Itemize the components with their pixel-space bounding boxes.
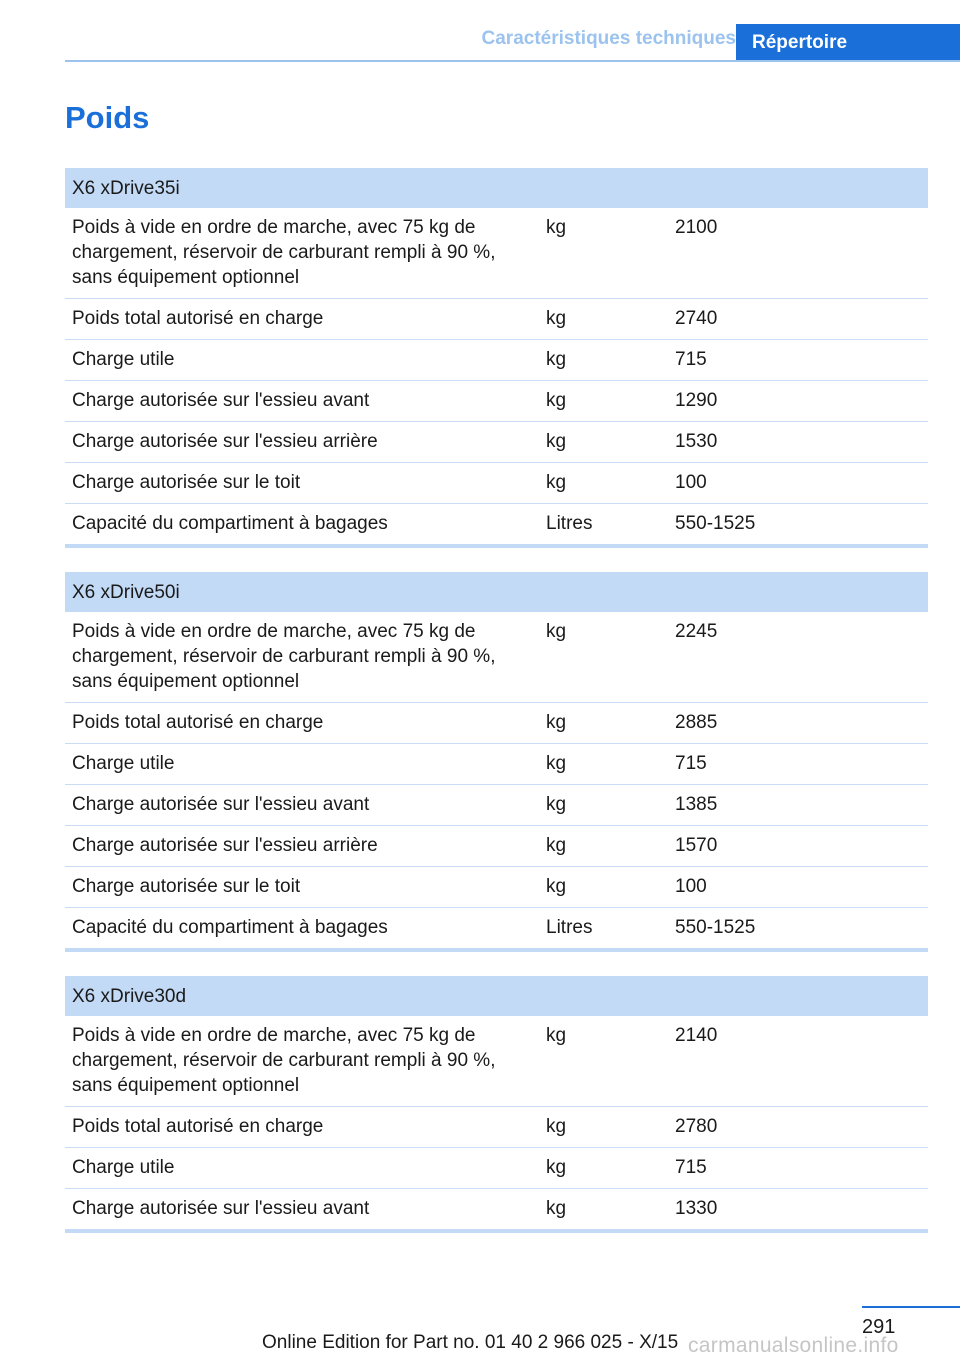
row-unit: kg [539,422,668,463]
row-value: 100 [668,867,928,908]
row-label: Charge autorisée sur le toit [65,867,539,908]
table-row [65,1107,928,1148]
row-label: Poids total autorisé en charge [65,1107,539,1148]
row-value: 2140 [668,1016,928,1107]
section-tab[interactable]: Caractéristiques techniques [481,28,736,49]
row-value: 715 [668,1148,928,1189]
table-heading: X6 xDrive35i [65,168,928,208]
row-value: 715 [668,340,928,381]
row-label: Charge autorisée sur l'essieu arrière [65,422,539,463]
row-unit: kg [539,867,668,908]
row-unit: kg [539,340,668,381]
table-row [65,785,928,826]
row-unit: kg [539,826,668,867]
row-unit: kg [539,1107,668,1148]
row-value: 2740 [668,299,928,340]
row-value: 2245 [668,612,928,703]
row-label: Charge autorisée sur l'essieu avant [65,1189,539,1232]
row-value: 715 [668,744,928,785]
row-label: Charge autorisée sur l'essieu avant [65,381,539,422]
row-unit: kg [539,381,668,422]
row-label: Poids à vide en ordre de marche, avec 75 kg de chargement, réservoir de carburant rempli à 90 %, sans équipement optionnel [65,1016,539,1107]
table-row [65,744,928,785]
row-unit: kg [539,744,668,785]
footer-divider [862,1306,960,1308]
table-row [65,299,928,340]
page-title: Poids [65,100,150,135]
table-row [65,867,928,908]
table-header-row [65,976,928,1016]
row-label: Charge utile [65,1148,539,1189]
header-divider [65,60,960,62]
row-value: 1570 [668,826,928,867]
table-header-row [65,168,928,208]
table-row [65,504,928,547]
table-row [65,422,928,463]
row-value: 1385 [668,785,928,826]
row-value: 100 [668,463,928,504]
row-label: Charge utile [65,744,539,785]
row-value: 2885 [668,703,928,744]
watermark: carmanualsonline.info [688,1334,899,1357]
row-value: 2100 [668,208,928,299]
edition-note: Online Edition for Part no. 01 40 2 966 025 - X/15 [262,1332,679,1353]
table-heading: X6 xDrive50i [65,572,928,612]
row-label: Poids total autorisé en charge [65,703,539,744]
table-row [65,340,928,381]
table-row [65,826,928,867]
active-tab[interactable]: Répertoire [736,24,960,62]
row-unit: kg [539,785,668,826]
row-value: 550-1525 [668,504,928,547]
table-row [65,463,928,504]
row-unit: kg [539,299,668,340]
page-header [0,0,960,62]
table-row [65,1148,928,1189]
table-row [65,208,928,299]
row-unit: kg [539,1189,668,1232]
table-row [65,908,928,951]
table-header-row [65,572,928,612]
row-label: Capacité du compartiment à bagages [65,908,539,951]
page-number: 291 [862,1316,896,1338]
weight-table-30d [65,976,928,1233]
row-unit: kg [539,463,668,504]
row-unit: kg [539,612,668,703]
row-value: 550-1525 [668,908,928,951]
row-unit: Litres [539,504,668,547]
row-value: 1330 [668,1189,928,1232]
table-heading: X6 xDrive30d [65,976,928,1016]
row-label: Poids à vide en ordre de marche, avec 75 kg de chargement, réservoir de carburant rempli à 90 %, sans équipement optionnel [65,208,539,299]
weight-table-35i [65,168,928,548]
row-unit: kg [539,703,668,744]
row-unit: kg [539,1016,668,1107]
row-value: 1530 [668,422,928,463]
table-row [65,703,928,744]
row-unit: kg [539,1148,668,1189]
weight-table-50i [65,572,928,952]
row-label: Charge autorisée sur le toit [65,463,539,504]
row-label: Capacité du compartiment à bagages [65,504,539,547]
row-unit: kg [539,208,668,299]
row-label: Charge autorisée sur l'essieu avant [65,785,539,826]
table-row [65,1189,928,1232]
row-label: Charge utile [65,340,539,381]
table-row [65,381,928,422]
row-value: 2780 [668,1107,928,1148]
row-value: 1290 [668,381,928,422]
row-label: Poids total autorisé en charge [65,299,539,340]
table-row [65,612,928,703]
row-label: Poids à vide en ordre de marche, avec 75 kg de chargement, réservoir de carburant rempli à 90 %, sans équipement optionnel [65,612,539,703]
row-unit: Litres [539,908,668,951]
row-label: Charge autorisée sur l'essieu arrière [65,826,539,867]
table-row [65,1016,928,1107]
